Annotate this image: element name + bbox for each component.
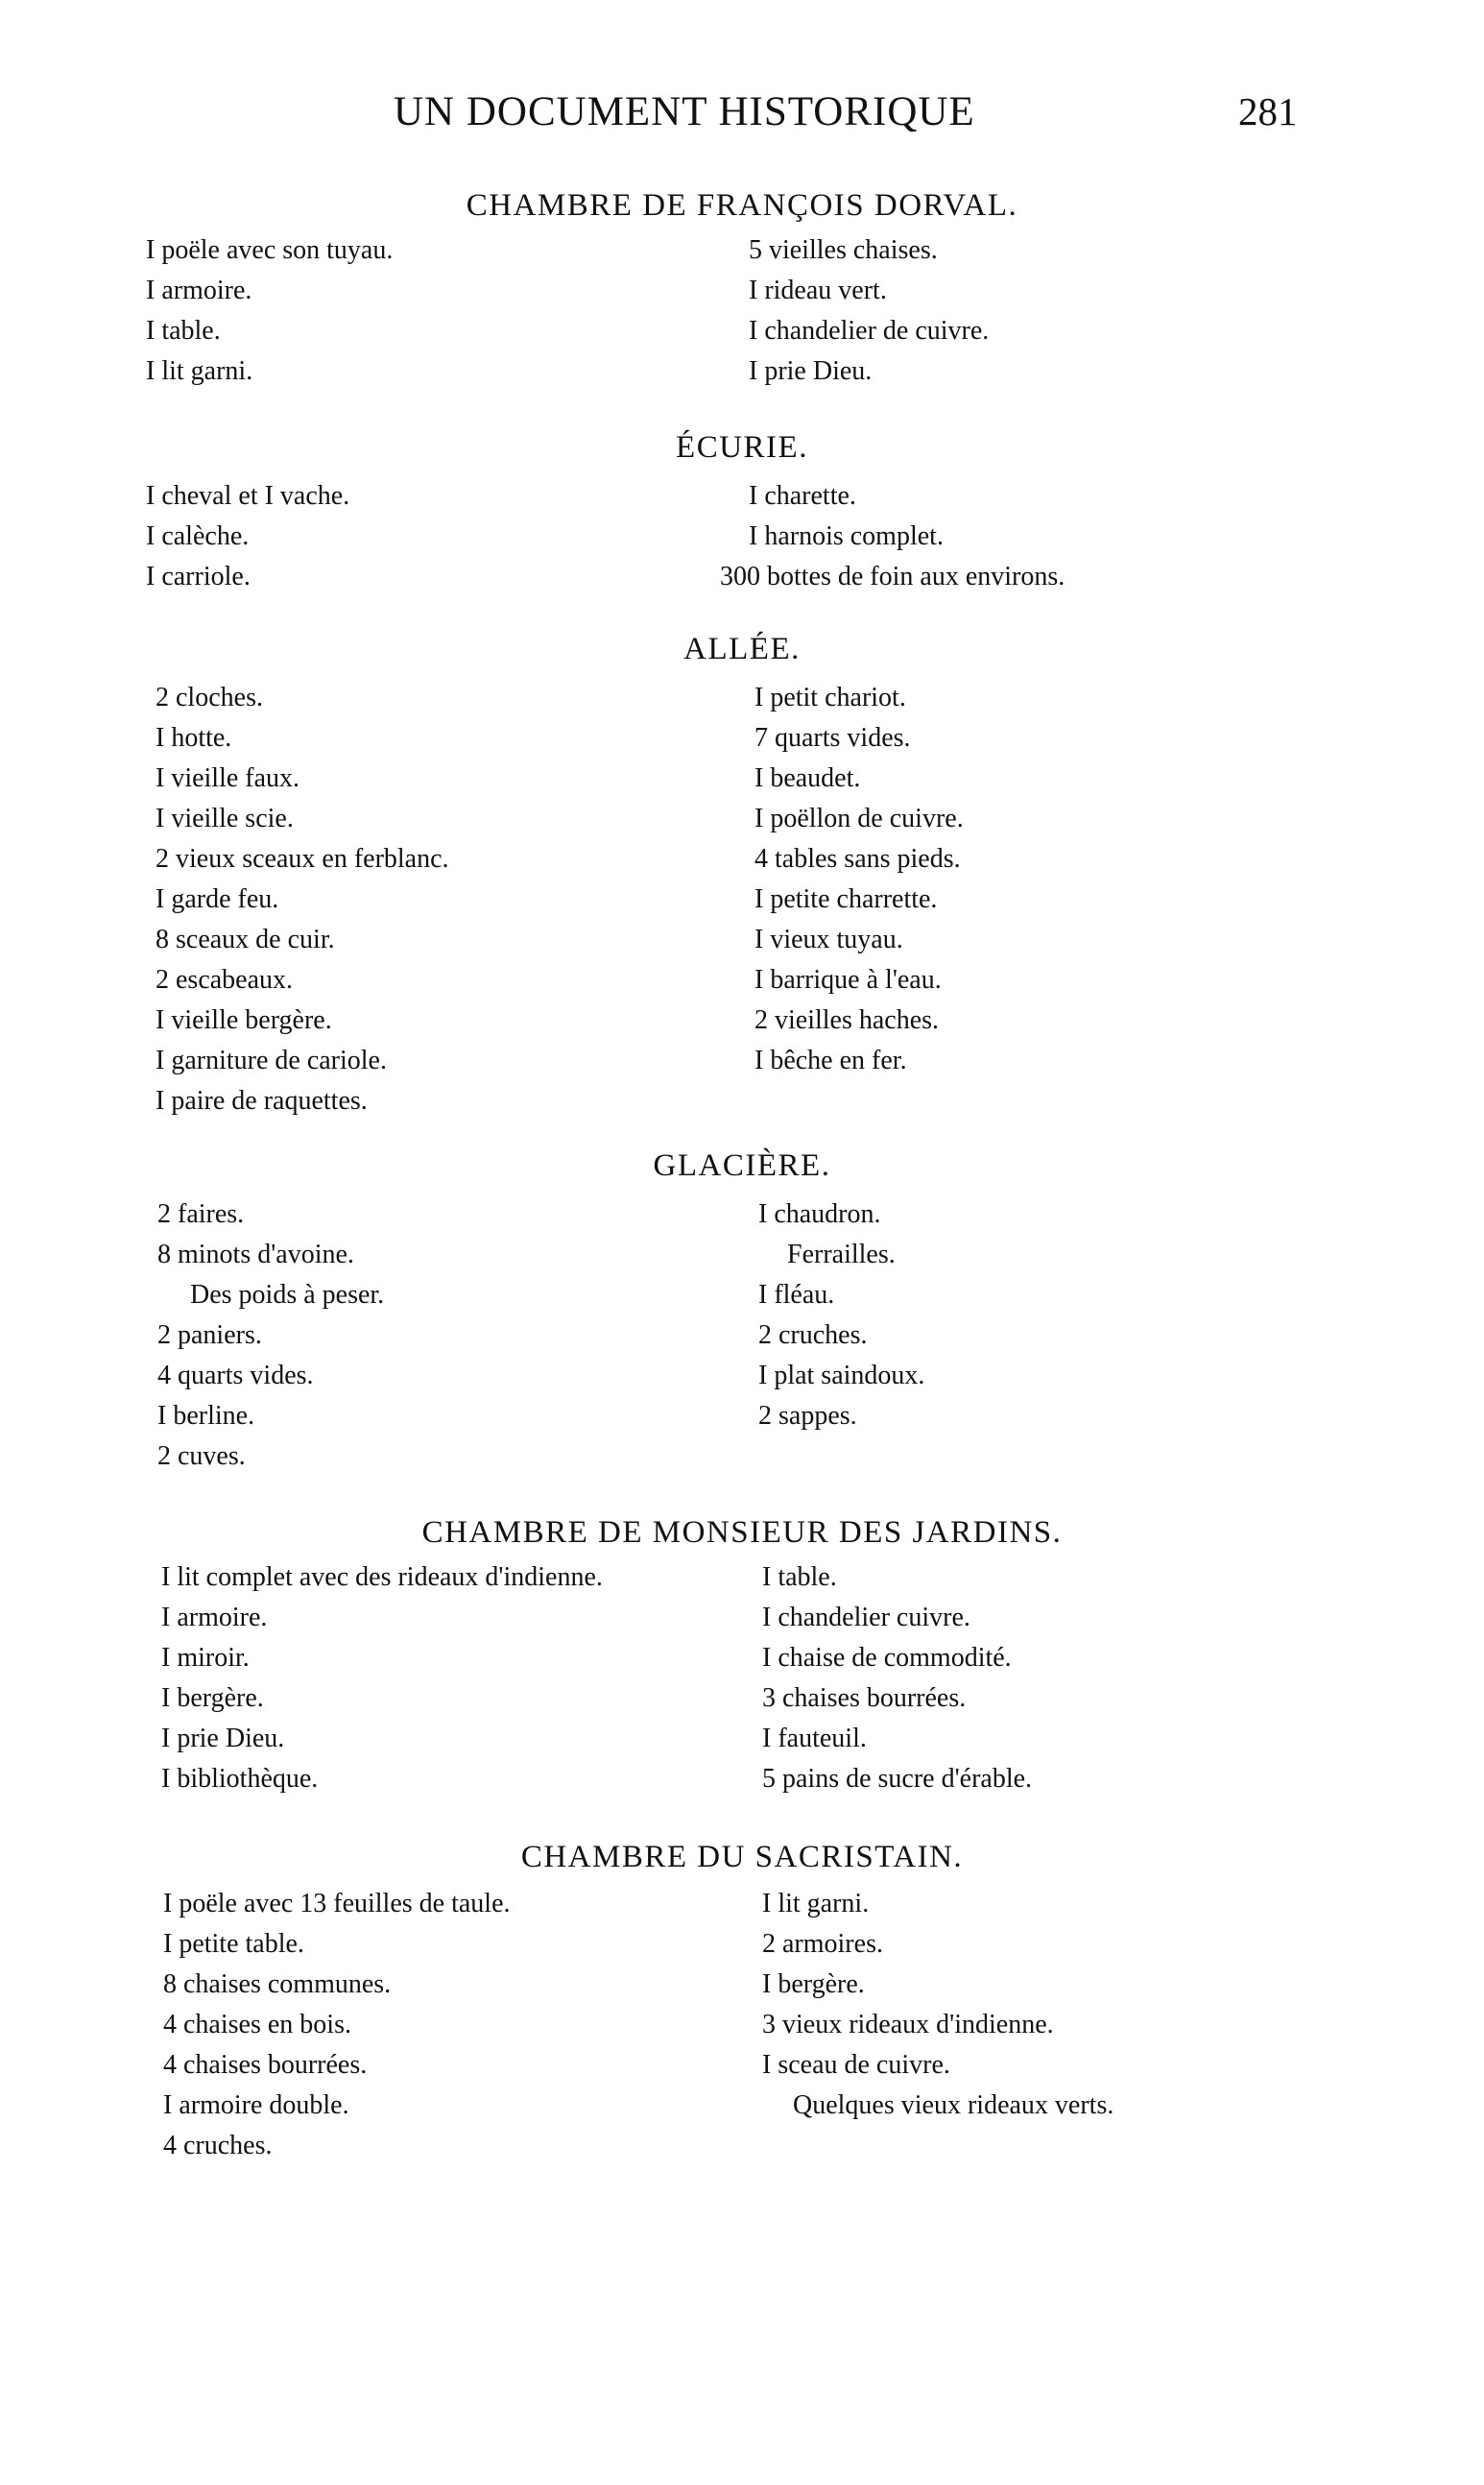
list-item: I sceau de cuivre.: [762, 2050, 950, 2080]
list-item: 2 cloches.: [156, 683, 263, 712]
list-item: Quelques vieux rideaux verts.: [793, 2090, 1114, 2120]
list-item: I carriole.: [146, 562, 251, 591]
section-title: ALLÉE.: [683, 632, 801, 666]
list-item: 2 vieux sceaux en ferblanc.: [156, 844, 449, 874]
list-item: 2 cuves.: [157, 1441, 246, 1471]
list-item: 2 faires.: [157, 1199, 245, 1229]
list-item: 4 quarts vides.: [157, 1361, 314, 1390]
list-item: I berline.: [157, 1401, 255, 1431]
list-item: I miroir.: [161, 1643, 250, 1673]
list-item: I table.: [146, 316, 221, 346]
list-item: I harnois complet.: [749, 521, 944, 551]
list-item: I rideau vert.: [749, 276, 887, 305]
list-item: Des poids à peser.: [190, 1280, 385, 1310]
running-head: [0, 88, 1484, 146]
section-title: CHAMBRE DU SACRISTAIN.: [520, 1840, 964, 1874]
list-item: I vieux tuyau.: [754, 925, 903, 954]
list-item: I armoire double.: [163, 2090, 349, 2120]
list-item: I poële avec son tuyau.: [146, 235, 394, 265]
list-item: I prie Dieu.: [161, 1724, 285, 1753]
list-item: I charette.: [749, 481, 856, 511]
list-item: I armoire.: [146, 276, 252, 305]
list-item: I vieille faux.: [156, 763, 300, 793]
list-item: 3 chaises bourrées.: [762, 1683, 967, 1713]
list-item: I chaudron.: [758, 1199, 881, 1229]
section-title: CHAMBRE DE MONSIEUR DES JARDINS.: [421, 1515, 1063, 1550]
list-item: I bibliothèque.: [161, 1764, 319, 1794]
list-item: 3 vieux rideaux d'indienne.: [762, 2010, 1054, 2039]
list-item: I barrique à l'eau.: [754, 965, 942, 995]
list-item: I hotte.: [156, 723, 232, 753]
list-item: I fléau.: [758, 1280, 835, 1310]
list-item: I bêche en fer.: [754, 1046, 907, 1075]
list-item: I table.: [762, 1562, 837, 1592]
page-number: 281: [1238, 89, 1298, 133]
list-item: 4 tables sans pieds.: [754, 844, 961, 874]
list-item: I vieille bergère.: [156, 1005, 332, 1035]
list-item: Ferrailles.: [787, 1240, 896, 1269]
list-item: I chandelier de cuivre.: [749, 316, 990, 346]
list-item: 2 sappes.: [758, 1401, 857, 1431]
section-title: GLACIÈRE.: [653, 1148, 831, 1183]
list-item: I bergère.: [762, 1969, 865, 1999]
list-item: I cheval et I vache.: [146, 481, 350, 511]
list-item: 7 quarts vides.: [754, 723, 911, 753]
list-item: 4 cruches.: [163, 2131, 273, 2160]
section-title: ÉCURIE.: [676, 430, 808, 465]
list-item: I petite table.: [163, 1929, 304, 1959]
list-item: I bergère.: [161, 1683, 264, 1713]
list-item: 4 chaises en bois.: [163, 2010, 351, 2039]
running-title: UN DOCUMENT HISTORIQUE: [394, 89, 975, 134]
list-item: 2 armoires.: [762, 1929, 883, 1959]
list-item: I lit complet avec des rideaux d'indienne.: [161, 1562, 603, 1592]
list-item: I chandelier cuivre.: [762, 1603, 970, 1632]
list-item: I garniture de cariole.: [156, 1046, 387, 1075]
list-item: I lit garni.: [146, 356, 253, 386]
list-item: 2 cruches.: [758, 1320, 868, 1350]
list-item: I garde feu.: [156, 884, 279, 914]
list-item: I prie Dieu.: [749, 356, 873, 386]
list-item: I beaudet.: [754, 763, 861, 793]
list-item: I fauteuil.: [762, 1724, 867, 1753]
list-item: I calèche.: [146, 521, 250, 551]
list-item: I armoire.: [161, 1603, 268, 1632]
list-item: 2 paniers.: [157, 1320, 262, 1350]
list-item: I paire de raquettes.: [156, 1086, 368, 1116]
list-item: 8 chaises communes.: [163, 1969, 392, 1999]
section-title: CHAMBRE DE FRANÇOIS DORVAL.: [466, 188, 1018, 223]
list-item: 8 minots d'avoine.: [157, 1240, 354, 1269]
list-item: I poëllon de cuivre.: [754, 804, 964, 833]
list-item: 8 sceaux de cuir.: [156, 925, 335, 954]
list-item: 2 escabeaux.: [156, 965, 294, 995]
list-item: I petite charrette.: [754, 884, 938, 914]
list-item: 300 bottes de foin aux environs.: [720, 562, 1065, 591]
list-item: I petit chariot.: [754, 683, 906, 712]
list-item: I chaise de commodité.: [762, 1643, 1012, 1673]
list-item: I plat saindoux.: [758, 1361, 925, 1390]
list-item: 2 vieilles haches.: [754, 1005, 940, 1035]
list-item: I poële avec 13 feuilles de taule.: [163, 1889, 511, 1918]
list-item: I lit garni.: [762, 1889, 870, 1918]
list-item: I vieille scie.: [156, 804, 294, 833]
list-item: 5 vieilles chaises.: [749, 235, 938, 265]
list-item: 4 chaises bourrées.: [163, 2050, 368, 2080]
list-item: 5 pains de sucre d'érable.: [762, 1764, 1033, 1794]
